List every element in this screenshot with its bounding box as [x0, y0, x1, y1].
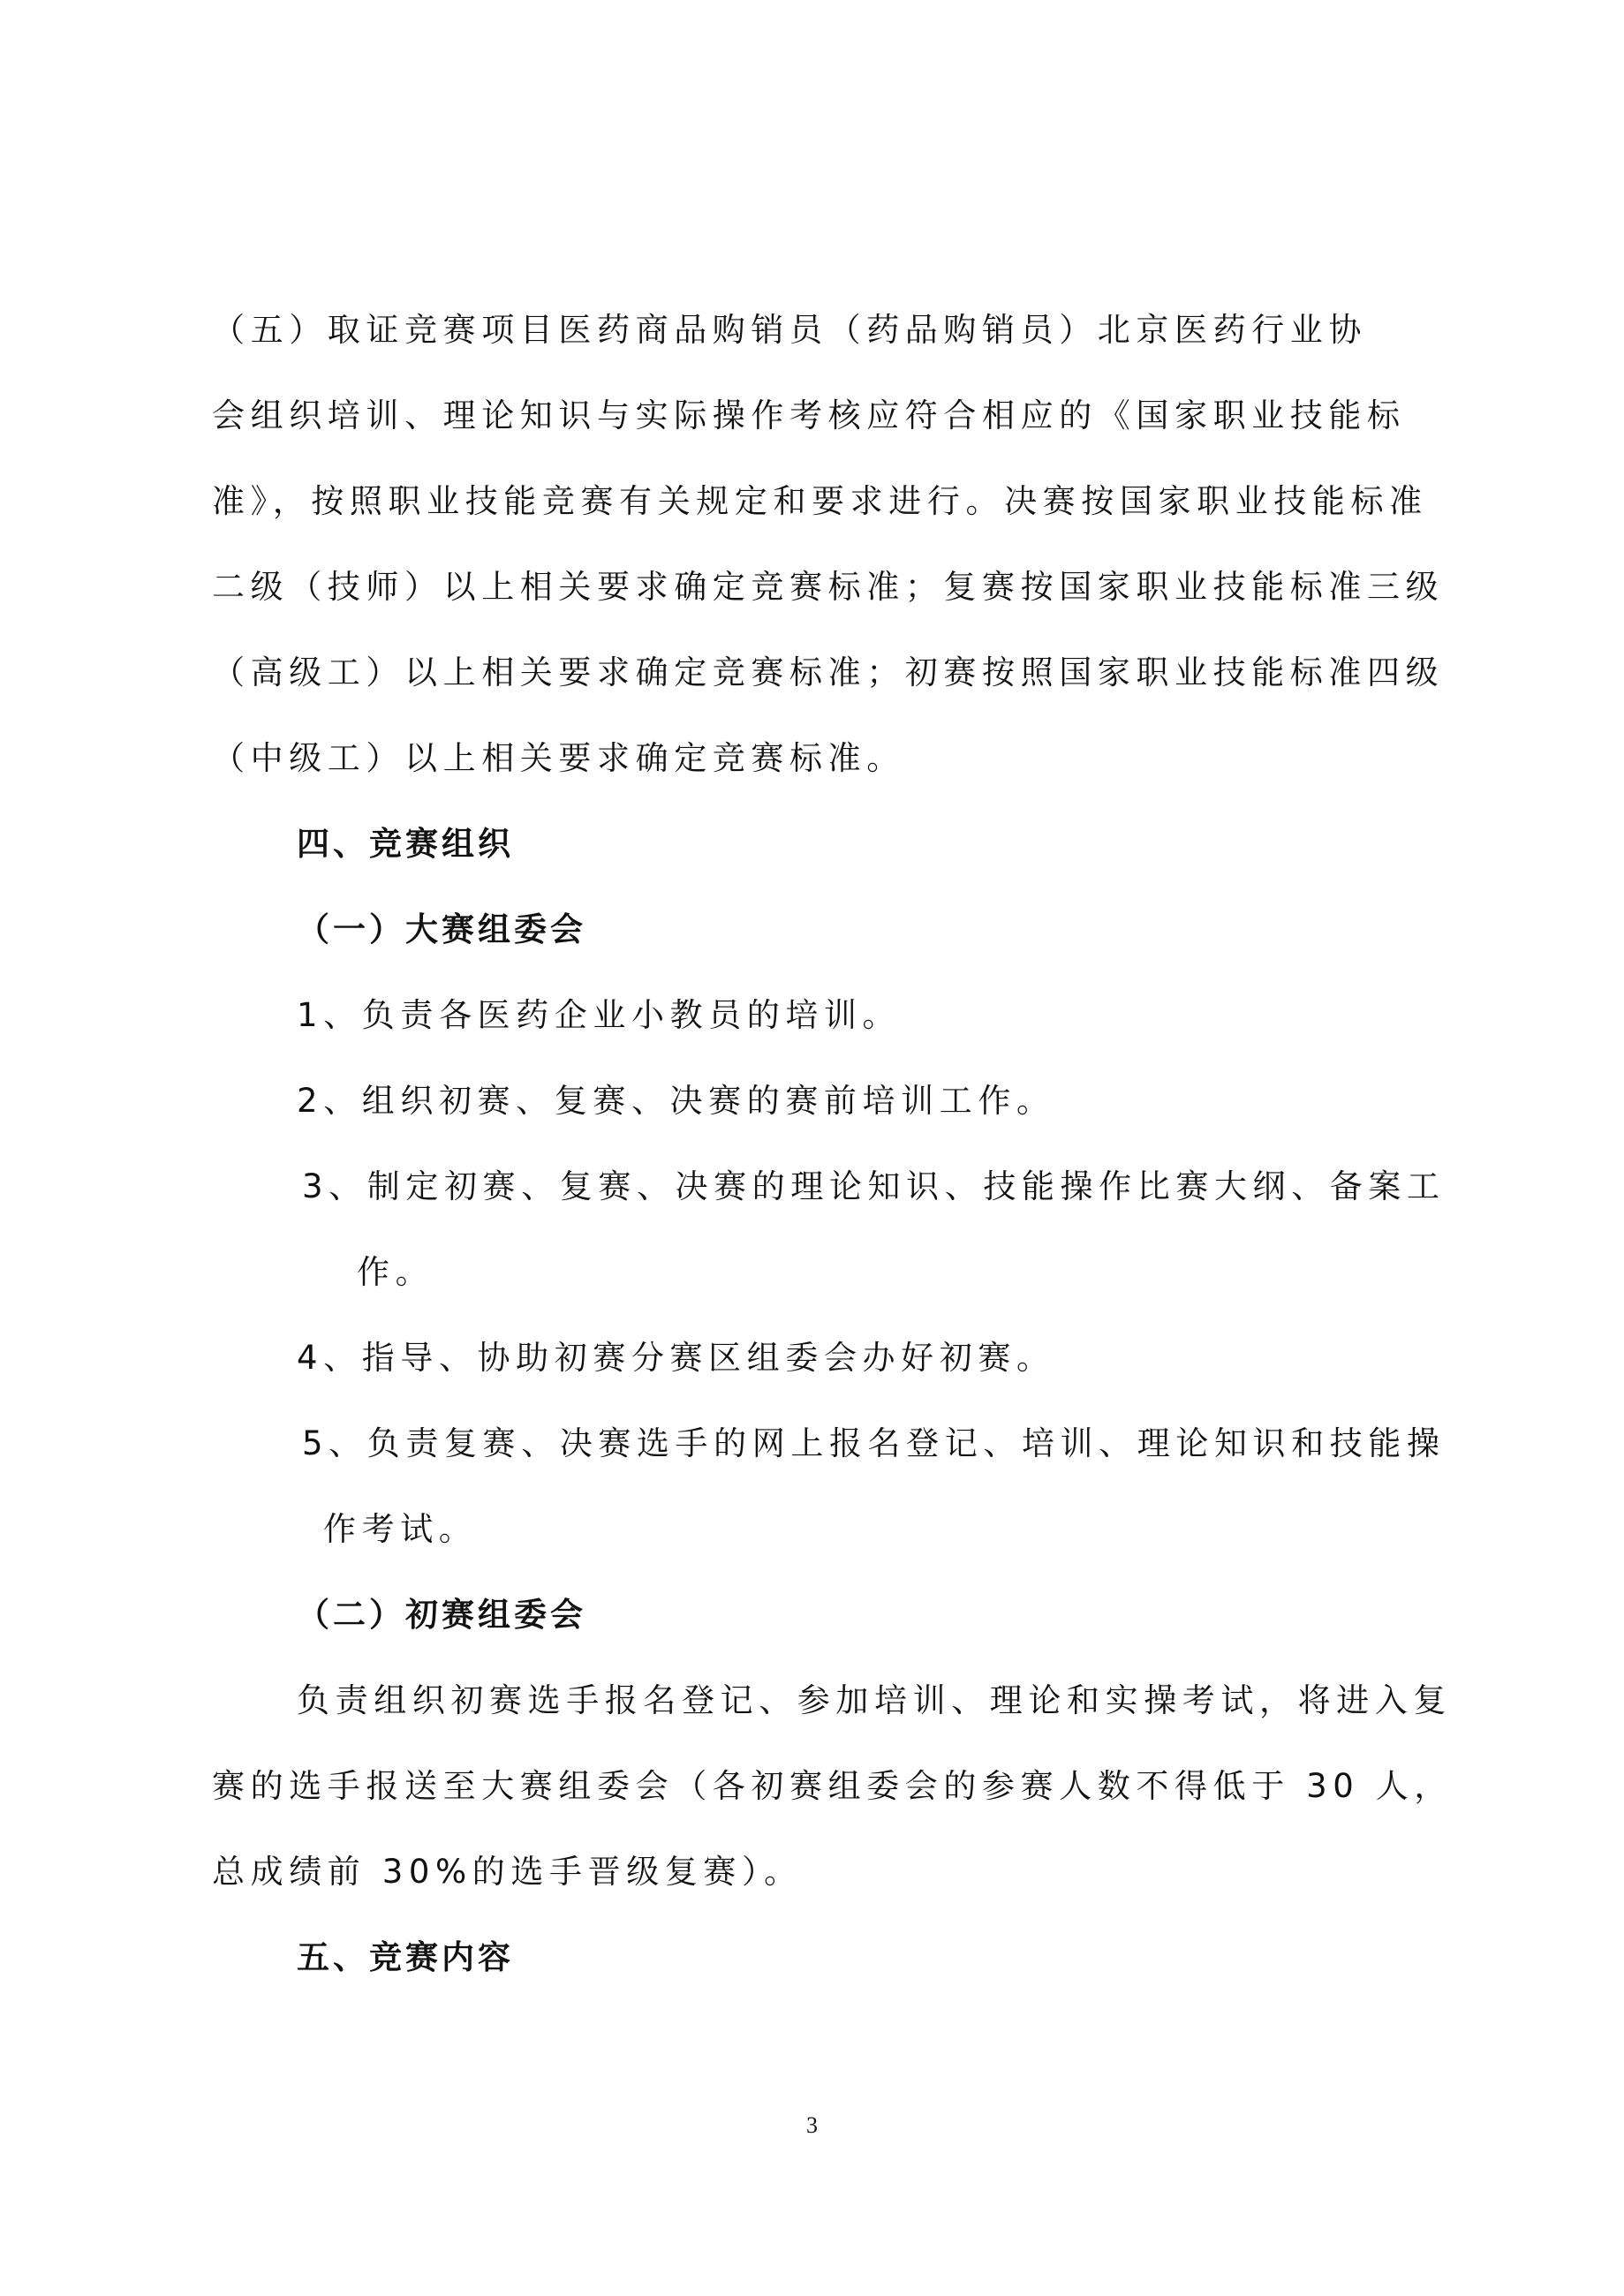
paragraph-preliminary-line-2: 赛的选手报送至大赛组委会（各初赛组委会的参赛人数不得低于 30 人，: [212, 1767, 1454, 1805]
list-item-3: 3、制定初赛、复赛、决赛的理论知识、技能操作比赛大纲、备案工: [302, 1167, 1446, 1205]
paragraph-preliminary-line-1: 负责组织初赛选手报名登记、参加培训、理论和实操考试，将进入复: [297, 1681, 1452, 1719]
list-item-2: 2、组织初赛、复赛、决赛的赛前培训工作。: [297, 1082, 1055, 1120]
list-item-5-continuation: 作考试。: [323, 1510, 478, 1548]
paragraph-preliminary-line-3: 总成绩前 30%的选手晋级复赛）。: [212, 1853, 803, 1891]
paragraph-5-line-1: （五）取证竞赛项目医药商品购销员（药品购销员）北京医药行业协: [212, 311, 1367, 349]
subheading-preliminary-committee: （二）初赛组委会: [297, 1596, 586, 1634]
page-number: 3: [806, 2112, 818, 2138]
list-item-1: 1、负责各医药企业小教员的培训。: [297, 996, 902, 1034]
section-heading-competition-content: 五、竞赛内容: [297, 1938, 514, 1976]
paragraph-5-line-5: （高级工）以上相关要求确定竞赛标准；初赛按照国家职业技能标准四级: [212, 653, 1445, 691]
list-item-4: 4、指导、协助初赛分赛区组委会办好初赛。: [297, 1339, 1055, 1377]
paragraph-5-line-4: 二级（技师）以上相关要求确定竞赛标准；复赛按国家职业技能标准三级: [212, 568, 1445, 606]
section-heading-competition-organization: 四、竞赛组织: [297, 825, 514, 863]
paragraph-5-line-2: 会组织培训、理论知识与实际操作考核应符合相应的《国家职业技能标: [212, 397, 1406, 434]
paragraph-5-line-6: （中级工）以上相关要求确定竞赛标准。: [212, 739, 905, 777]
paragraph-5-line-3: 准》，按照职业技能竞赛有关规定和要求进行。决赛按国家职业技能标准: [212, 482, 1428, 520]
subheading-grand-committee: （一）大赛组委会: [297, 910, 586, 948]
list-item-3-continuation: 作。: [357, 1253, 434, 1291]
list-item-5: 5、负责复赛、决赛选手的网上报名登记、培训、理论知识和技能操: [302, 1424, 1446, 1462]
